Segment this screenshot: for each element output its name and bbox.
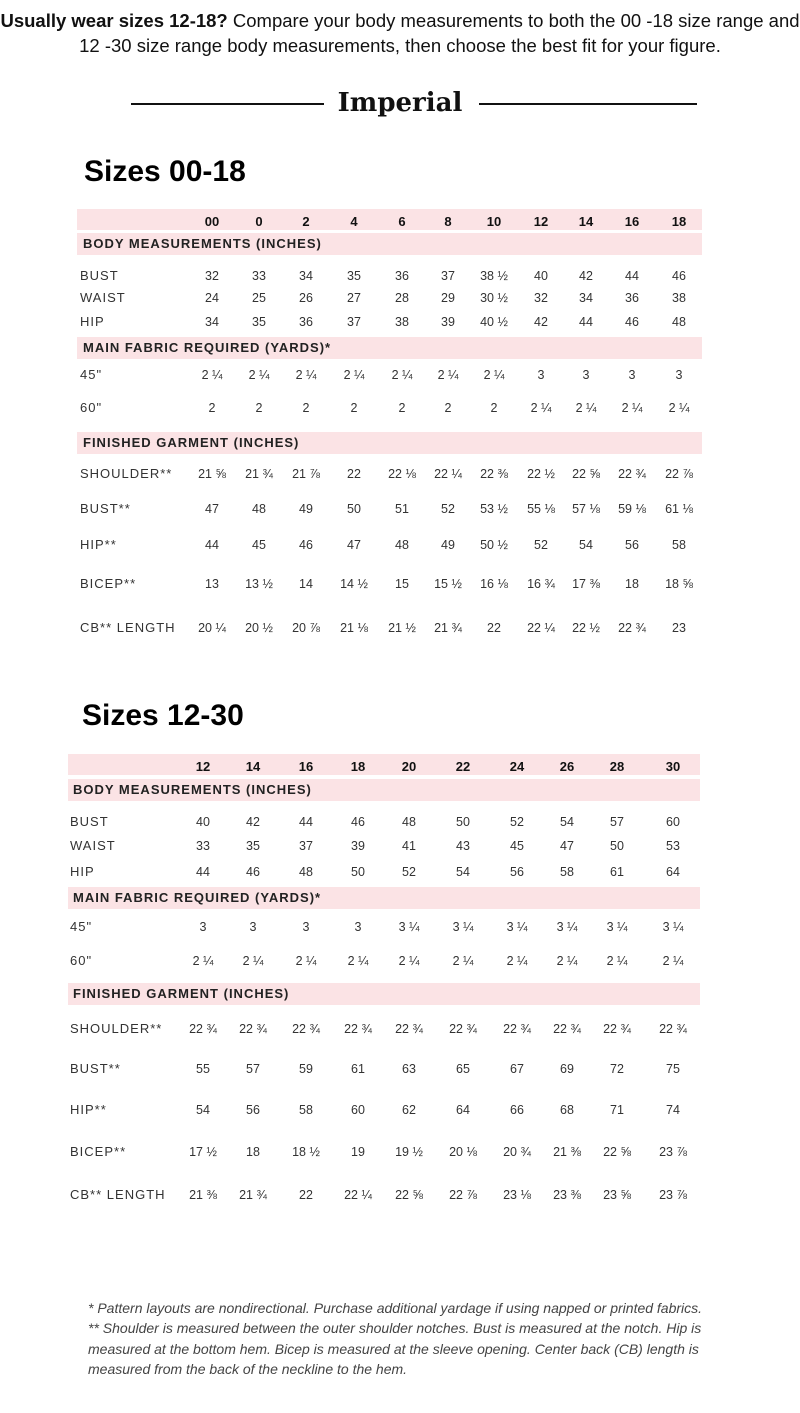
- sizes-00-18-cell: 22 ⅞: [665, 467, 693, 481]
- sizes-00-18-title: Sizes 00-18: [84, 155, 246, 188]
- sizes-00-18-cell: 2 ¼: [295, 368, 317, 382]
- sizes-00-18-cell: 46: [625, 315, 639, 329]
- sizes-12-30-cell: 2 ¼: [295, 954, 317, 968]
- sizes-00-18-cell: 22 ¾: [618, 467, 646, 481]
- sizes-12-30-row-label: WAIST: [70, 838, 116, 853]
- sizes-12-30-row-label: 60": [70, 953, 93, 968]
- sizes-00-18-cell: 3: [675, 368, 683, 382]
- sizes-00-18-cell: 46: [672, 269, 686, 283]
- sizes-12-30-row-label: BUST**: [70, 1061, 121, 1076]
- sizes-00-18-cell: 21 ⅞: [292, 467, 320, 481]
- sizes-00-18-cell: 21 ⅝: [198, 467, 226, 481]
- sizes-12-30-size-14: 14: [245, 759, 261, 774]
- sizes-00-18-cell: 33: [252, 269, 266, 283]
- sizes-00-18-cell: 21 ½: [388, 621, 416, 635]
- sizes-12-30-cell: 63: [402, 1062, 416, 1076]
- sizes-12-30-cell: 22 ¾: [659, 1022, 687, 1036]
- sizes-00-18-cell: 38: [395, 315, 409, 329]
- sizes-12-30-cell: 75: [666, 1062, 680, 1076]
- sizes-00-18-cell: 2: [398, 401, 406, 415]
- sizes-12-30-cell: 2 ¼: [398, 954, 420, 968]
- sizes-12-30-cell: 3 ¼: [452, 920, 474, 934]
- sizes-12-30-cell: 61: [351, 1062, 365, 1076]
- sizes-12-30-cell: 64: [666, 865, 680, 879]
- sizes-12-30-section-label: MAIN FABRIC REQUIRED (YARDS)*: [73, 890, 322, 905]
- sizes-00-18-cell: 50 ½: [480, 538, 508, 552]
- sizes-00-18-cell: 48: [672, 315, 686, 329]
- sizes-00-18-row-label: BICEP**: [80, 576, 137, 591]
- sizes-12-30-cell: 52: [510, 815, 524, 829]
- sizes-00-18-cell: 18: [625, 577, 639, 591]
- sizes-00-18-cell: 20 ⅞: [292, 621, 320, 635]
- sizes-12-30-cell: 54: [456, 865, 470, 879]
- sizes-00-18-cell: 2 ¼: [530, 401, 552, 415]
- sizes-00-18-cell: 22 ⅛: [388, 467, 416, 481]
- sizes-00-18-cell: 36: [299, 315, 313, 329]
- sizes-00-18-cell: 2 ¼: [201, 368, 223, 382]
- sizes-12-30-cell: 2 ¼: [347, 954, 369, 968]
- sizes-12-30-size-30: 30: [665, 759, 681, 774]
- sizes-12-30-title: Sizes 12-30: [82, 699, 244, 732]
- sizes-00-18-cell: 36: [395, 269, 409, 283]
- sizes-00-18-cell: 32: [534, 291, 548, 305]
- sizes-00-18-cell: 42: [534, 315, 548, 329]
- sizes-00-18-section-label: FINISHED GARMENT (INCHES): [83, 435, 300, 450]
- sizes-00-18-cell: 16 ¾: [527, 577, 555, 591]
- sizes-00-18-row-label: 60": [80, 400, 103, 415]
- sizes-12-30-cell: 40: [196, 815, 210, 829]
- sizes-00-18-cell: 22: [347, 467, 361, 481]
- sizes-12-30-cell: 2 ¼: [506, 954, 528, 968]
- sizes-00-18-cell: 2: [490, 401, 498, 415]
- sizes-12-30-cell: 54: [560, 815, 574, 829]
- sizes-12-30-cell: 58: [560, 865, 574, 879]
- sizes-12-30-cell: 3 ¼: [606, 920, 628, 934]
- sizes-00-18-cell: 56: [625, 538, 639, 552]
- sizes-12-30-cell: 23 ⅞: [659, 1145, 687, 1159]
- sizes-00-18-cell: 49: [299, 502, 313, 516]
- sizes-12-30-cell: 23 ⅛: [503, 1188, 531, 1202]
- sizes-12-30-cell: 22: [299, 1188, 313, 1202]
- sizes-00-18-cell: 61 ⅛: [665, 502, 693, 516]
- sizes-12-30-cell: 67: [510, 1062, 524, 1076]
- sizes-00-18-row-label: HIP**: [80, 537, 117, 552]
- sizes-00-18-cell: 18 ⅝: [665, 577, 693, 591]
- sizes-12-30-cell: 33: [196, 839, 210, 853]
- sizes-12-30-cell: 21 ¾: [239, 1188, 267, 1202]
- sizes-00-18-cell: 44: [205, 538, 219, 552]
- sizes-00-18-cell: 2 ¼: [343, 368, 365, 382]
- sizes-00-18-cell: 34: [299, 269, 313, 283]
- sizes-00-18-size-14: 14: [578, 214, 594, 229]
- sizes-12-30-cell: 23 ⅝: [603, 1188, 631, 1202]
- sizes-12-30-cell: 46: [351, 815, 365, 829]
- sizes-00-18-size-12: 12: [533, 214, 549, 229]
- sizes-00-18-size-6: 6: [398, 214, 406, 229]
- sizes-12-30-cell: 19: [351, 1145, 365, 1159]
- sizes-00-18-row-label: BUST: [80, 268, 119, 283]
- sizes-12-30-cell: 42: [246, 815, 260, 829]
- sizes-12-30-cell: 22 ⅞: [449, 1188, 477, 1202]
- sizes-00-18-cell: 21 ¾: [245, 467, 273, 481]
- sizes-12-30-cell: 50: [351, 865, 365, 879]
- sizes-12-30-cell: 60: [666, 815, 680, 829]
- sizes-12-30-cell: 66: [510, 1103, 524, 1117]
- sizes-12-30-cell: 44: [196, 865, 210, 879]
- sizes-00-18-row-label: BUST**: [80, 501, 131, 516]
- sizes-00-18-cell: 40 ½: [480, 315, 508, 329]
- sizes-00-18-size-0: 0: [255, 214, 263, 229]
- sizes-12-30-cell: 22 ¾: [603, 1022, 631, 1036]
- sizes-12-30-cell: 59: [299, 1062, 313, 1076]
- sizes-12-30-cell: 2 ¼: [556, 954, 578, 968]
- sizes-12-30-cell: 68: [560, 1103, 574, 1117]
- sizes-00-18-cell: 2 ¼: [621, 401, 643, 415]
- sizes-12-30-size-12: 12: [195, 759, 211, 774]
- sizes-00-18-cell: 21 ¾: [434, 621, 462, 635]
- sizes-12-30-cell: 72: [610, 1062, 624, 1076]
- sizes-00-18-size-18: 18: [671, 214, 687, 229]
- sizes-00-18-cell: 2 ¼: [668, 401, 690, 415]
- sizes-12-30-cell: 50: [456, 815, 470, 829]
- sizes-12-30-cell: 22 ⅝: [603, 1145, 631, 1159]
- sizes-12-30-cell: 52: [402, 865, 416, 879]
- sizes-12-30-cell: 3: [354, 920, 362, 934]
- sizes-12-30-cell: 3: [199, 920, 207, 934]
- sizes-12-30-cell: 22 ¼: [344, 1188, 372, 1202]
- sizes-00-18-cell: 3: [628, 368, 636, 382]
- sizes-00-18-cell: 22 ¾: [618, 621, 646, 635]
- sizes-00-18-cell: 48: [395, 538, 409, 552]
- sizes-00-18-cell: 13 ½: [245, 577, 273, 591]
- sizes-00-18-cell: 22 ½: [527, 467, 555, 481]
- sizes-12-30-size-18: 18: [350, 759, 366, 774]
- sizes-00-18-cell: 54: [579, 538, 593, 552]
- sizes-12-30-cell: 17 ½: [189, 1145, 217, 1159]
- sizes-00-18-row-label: WAIST: [80, 290, 126, 305]
- sizes-00-18-size-8: 8: [444, 214, 452, 229]
- sizes-12-30-cell: 44: [299, 815, 313, 829]
- sizes-00-18-cell: 47: [347, 538, 361, 552]
- sizes-00-18-cell: 2 ¼: [437, 368, 459, 382]
- sizes-00-18-cell: 47: [205, 502, 219, 516]
- sizes-12-30-cell: 61: [610, 865, 624, 879]
- sizes-00-18-cell: 3: [537, 368, 545, 382]
- sizes-00-18-cell: 2: [444, 401, 452, 415]
- sizes-12-30-row-label: HIP: [70, 864, 95, 879]
- sizes-12-30-cell: 57: [246, 1062, 260, 1076]
- sizes-00-18-cell: 45: [252, 538, 266, 552]
- intro-text: [0, 8, 800, 58]
- sizes-12-30-cell: 64: [456, 1103, 470, 1117]
- sizes-12-30-size-20: 20: [401, 759, 417, 774]
- sizes-00-18-cell: 22 ⅜: [480, 467, 508, 481]
- sizes-00-18-cell: 52: [441, 502, 455, 516]
- sizes-00-18-cell: 2: [208, 401, 216, 415]
- footnote-measurements: ** Shoulder is measured between the outer shoulder notches. Bust is measured at the notch. Hip is measured at the bottom hem. Bicep is measured at the sleeve opening. Center back (CB) length is measured from the back of the neckline to the hem.: [88, 1320, 702, 1377]
- sizes-12-30-cell: 2 ¼: [662, 954, 684, 968]
- sizes-00-18-cell: 3: [582, 368, 590, 382]
- sizes-12-30-cell: 2 ¼: [452, 954, 474, 968]
- sizes-00-18-cell: 22 ⅝: [572, 467, 600, 481]
- sizes-12-30-size-24: 24: [509, 759, 525, 774]
- intro-bold: Usually wear sizes 12-18?: [0, 10, 228, 31]
- sizes-00-18-size-2: 2: [302, 214, 310, 229]
- sizes-12-30-row-label: BICEP**: [70, 1144, 127, 1159]
- sizes-12-30-cell: 22 ¾: [395, 1022, 423, 1036]
- sizes-00-18-size-10: 10: [486, 214, 502, 229]
- sizes-00-18-cell: 20 ¼: [198, 621, 226, 635]
- sizes-00-18-cell: 24: [205, 291, 219, 305]
- sizes-12-30-cell: 54: [196, 1103, 210, 1117]
- sizes-12-30-cell: 58: [299, 1103, 313, 1117]
- sizes-12-30-row-label: CB** LENGTH: [70, 1187, 166, 1202]
- sizes-12-30-cell: 53: [666, 839, 680, 853]
- sizes-00-18-cell: 25: [252, 291, 266, 305]
- sizes-12-30-cell: 56: [246, 1103, 260, 1117]
- sizes-12-30-cell: 3: [249, 920, 257, 934]
- sizes-12-30-cell: 56: [510, 865, 524, 879]
- sizes-12-30-cell: 43: [456, 839, 470, 853]
- sizes-12-30-cell: 22 ¾: [503, 1022, 531, 1036]
- sizes-12-30-cell: 35: [246, 839, 260, 853]
- sizes-12-30-row-label: SHOULDER**: [70, 1021, 163, 1036]
- imperial-heading-row: [0, 86, 800, 120]
- sizes-12-30-cell: 65: [456, 1062, 470, 1076]
- sizes-12-30-cell: 69: [560, 1062, 574, 1076]
- sizes-00-18-row-label: SHOULDER**: [80, 466, 173, 481]
- sizes-00-18-row-label: HIP: [80, 314, 105, 329]
- sizes-12-30-cell: 62: [402, 1103, 416, 1117]
- sizes-00-18-cell: 53 ½: [480, 502, 508, 516]
- sizes-00-18-cell: 2: [255, 401, 263, 415]
- sizes-12-30-cell: 21 ⅜: [553, 1145, 581, 1159]
- sizes-00-18-row-label: CB** LENGTH: [80, 620, 176, 635]
- intro-body: Compare your body measurements to both the 00 -18 size range and 12 -30 size range body measurements, then choose the best fit for your figure.: [79, 10, 800, 56]
- sizes-12-30-cell: 47: [560, 839, 574, 853]
- sizes-12-30-cell: 55: [196, 1062, 210, 1076]
- sizes-12-30-cell: 60: [351, 1103, 365, 1117]
- sizes-00-18-cell: 46: [299, 538, 313, 552]
- sizes-12-30-cell: 20 ¾: [503, 1145, 531, 1159]
- sizes-12-30-cell: 22 ¾: [239, 1022, 267, 1036]
- sizes-00-18-cell: 59 ⅛: [618, 502, 646, 516]
- sizes-00-18-cell: 57 ⅛: [572, 502, 600, 516]
- sizes-00-18-cell: 40: [534, 269, 548, 283]
- sizes-00-18-cell: 36: [625, 291, 639, 305]
- sizes-12-30-cell: 74: [666, 1103, 680, 1117]
- sizes-12-30-cell: 3 ¼: [398, 920, 420, 934]
- sizes-12-30-cell: 22 ¾: [292, 1022, 320, 1036]
- sizes-12-30-cell: 18: [246, 1145, 260, 1159]
- sizes-12-30-cell: 22 ¾: [189, 1022, 217, 1036]
- sizes-12-30-size-22: 22: [455, 759, 471, 774]
- sizes-12-30-cell: 22 ¾: [449, 1022, 477, 1036]
- sizes-00-18-cell: 2 ¼: [391, 368, 413, 382]
- sizes-12-30-section-label: BODY MEASUREMENTS (INCHES): [73, 782, 312, 797]
- sizes-00-18-cell: 38 ½: [480, 269, 508, 283]
- imperial-heading: Imperial: [324, 88, 477, 118]
- sizes-12-30-cell: 50: [610, 839, 624, 853]
- sizes-00-18-cell: 29: [441, 291, 455, 305]
- sizes-12-30-cell: 21 ⅜: [189, 1188, 217, 1202]
- sizes-12-30-cell: 39: [351, 839, 365, 853]
- sizes-00-18-cell: 2 ¼: [483, 368, 505, 382]
- sizes-00-18-cell: 17 ⅜: [572, 577, 600, 591]
- sizes-12-30-cell: 3 ¼: [506, 920, 528, 934]
- sizes-00-18-cell: 37: [441, 269, 455, 283]
- sizes-00-18-cell: 38: [672, 291, 686, 305]
- sizes-12-30-cell: 2 ¼: [606, 954, 628, 968]
- sizes-12-30-cell: 37: [299, 839, 313, 853]
- sizes-12-30-cell: 3 ¼: [556, 920, 578, 934]
- sizes-00-18-cell: 22: [487, 621, 501, 635]
- sizes-00-18-cell: 34: [579, 291, 593, 305]
- sizes-00-18-cell: 22 ½: [572, 621, 600, 635]
- sizes-00-18-cell: 2: [350, 401, 358, 415]
- sizes-00-18-cell: 20 ½: [245, 621, 273, 635]
- sizes-00-18-cell: 35: [347, 269, 361, 283]
- sizes-00-18-cell: 52: [534, 538, 548, 552]
- sizes-00-18-cell: 42: [579, 269, 593, 283]
- sizes-12-30-size-26: 26: [559, 759, 575, 774]
- sizes-12-30-section-label: FINISHED GARMENT (INCHES): [73, 986, 290, 1001]
- sizes-00-18-cell: 51: [395, 502, 409, 516]
- sizes-12-30-row-label: 45": [70, 919, 93, 934]
- sizes-00-18-cell: 13: [205, 577, 219, 591]
- sizes-00-18-cell: 22 ¼: [434, 467, 462, 481]
- sizes-12-30-cell: 2 ¼: [242, 954, 264, 968]
- sizes-12-30-cell: 45: [510, 839, 524, 853]
- sizes-12-30-row-label: HIP**: [70, 1102, 107, 1117]
- sizes-00-18-cell: 21 ⅛: [340, 621, 368, 635]
- footnotes: [88, 1298, 748, 1379]
- sizes-00-18-section-label: MAIN FABRIC REQUIRED (YARDS)*: [83, 340, 332, 355]
- sizes-00-18-cell: 2 ¼: [248, 368, 270, 382]
- sizes-12-30-cell: 23 ⅞: [659, 1188, 687, 1202]
- sizes-00-18-cell: 28: [395, 291, 409, 305]
- sizes-00-18-cell: 15 ½: [434, 577, 462, 591]
- sizes-00-18-cell: 58: [672, 538, 686, 552]
- sizes-00-18-size-00: 00: [204, 214, 220, 229]
- sizes-00-18-row-label: 45": [80, 367, 103, 382]
- sizes-12-30-cell: 23 ⅜: [553, 1188, 581, 1202]
- sizes-12-30-cell: 48: [299, 865, 313, 879]
- sizes-00-18-cell: 16 ⅛: [480, 577, 508, 591]
- sizes-00-18-cell: 26: [299, 291, 313, 305]
- sizes-12-30-cell: 71: [610, 1103, 624, 1117]
- sizes-00-18-cell: 35: [252, 315, 266, 329]
- sizes-12-30-row-label: BUST: [70, 814, 109, 829]
- sizes-12-30-cell: 57: [610, 815, 624, 829]
- sizes-12-30-cell: 46: [246, 865, 260, 879]
- sizes-12-30-cell: 20 ⅛: [449, 1145, 477, 1159]
- sizes-12-30-cell: 22 ⅝: [395, 1188, 423, 1202]
- sizes-12-30-cell: 2 ¼: [192, 954, 214, 968]
- sizes-12-30-cell: 41: [402, 839, 416, 853]
- sizes-00-18-cell: 44: [625, 269, 639, 283]
- sizes-00-18-cell: 15: [395, 577, 409, 591]
- sizes-00-18-cell: 2: [302, 401, 310, 415]
- footnote-fabric: * Pattern layouts are nondirectional. Purchase additional yardage if using napped or printed fabrics.: [88, 1300, 703, 1316]
- sizes-00-18-size-16: 16: [624, 214, 640, 229]
- sizes-00-18-cell: 30 ½: [480, 291, 508, 305]
- sizes-00-18-cell: 50: [347, 502, 361, 516]
- sizes-12-30-cell: 3: [302, 920, 310, 934]
- sizes-00-18-cell: 32: [205, 269, 219, 283]
- sizes-00-18-cell: 23: [672, 621, 686, 635]
- sizes-00-18-cell: 34: [205, 315, 219, 329]
- sizes-00-18-cell: 14 ½: [340, 577, 368, 591]
- sizes-12-30-cell: 22 ¾: [553, 1022, 581, 1036]
- sizes-12-30-size-16: 16: [298, 759, 314, 774]
- sizes-00-18-cell: 2 ¼: [575, 401, 597, 415]
- sizes-00-18-section-label: BODY MEASUREMENTS (INCHES): [83, 236, 322, 251]
- sizes-00-18-cell: 14: [299, 577, 313, 591]
- sizes-00-18-cell: 27: [347, 291, 361, 305]
- sizes-12-30-cell: 18 ½: [292, 1145, 320, 1159]
- sizes-12-30-cell: 3 ¼: [662, 920, 684, 934]
- sizes-00-18-cell: 44: [579, 315, 593, 329]
- sizes-00-18-size-4: 4: [350, 214, 358, 229]
- sizes-12-30-cell: 19 ½: [395, 1145, 423, 1159]
- sizes-00-18-cell: 49: [441, 538, 455, 552]
- sizes-00-18-cell: 37: [347, 315, 361, 329]
- sizes-12-30-cell: 48: [402, 815, 416, 829]
- sizes-00-18-cell: 22 ¼: [527, 621, 555, 635]
- sizes-12-30-size-28: 28: [609, 759, 625, 774]
- sizes-12-30-cell: 22 ¾: [344, 1022, 372, 1036]
- sizes-00-18-cell: 55 ⅛: [527, 502, 555, 516]
- sizes-00-18-cell: 48: [252, 502, 266, 516]
- sizes-00-18-cell: 39: [441, 315, 455, 329]
